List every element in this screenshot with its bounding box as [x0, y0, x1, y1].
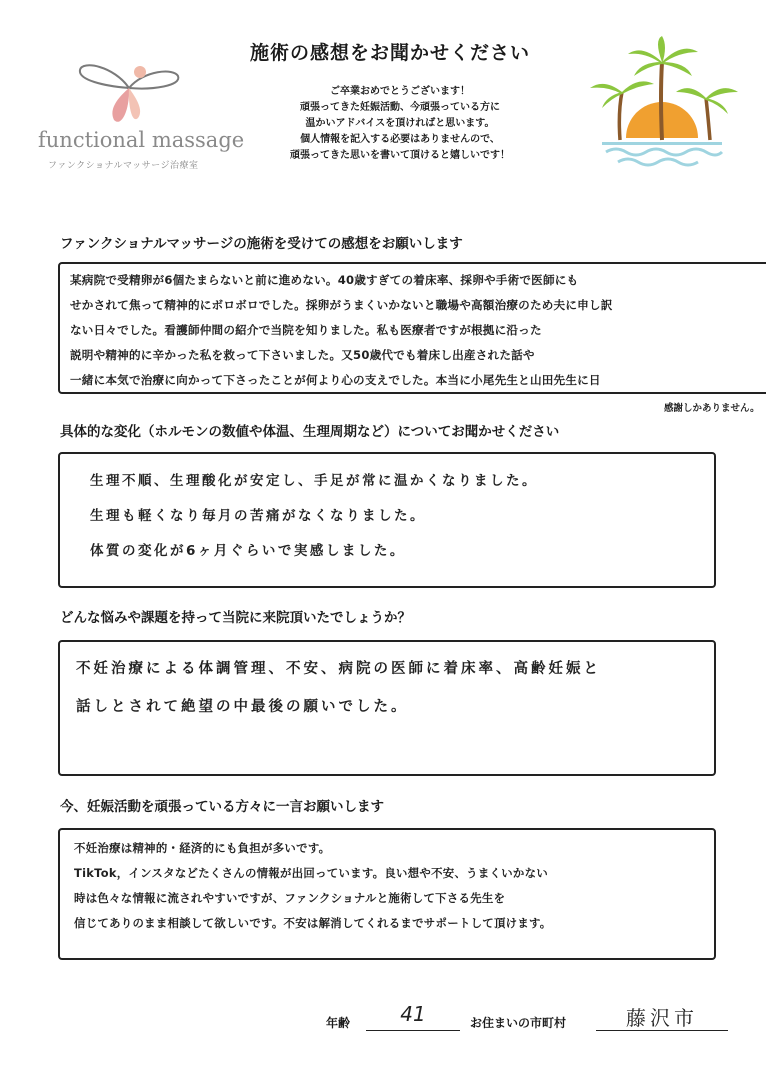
intro-line: 頑張ってきた妊娠活動、今頑張っている方に — [300, 102, 500, 113]
question-3-label: どんな悩みや課題を持って当院に来院頂いたでしょうか？ — [60, 610, 411, 626]
answer-3-line: 不妊治療による体調管理、不安、病院の医師に着床率、高齢妊娠と — [76, 661, 601, 677]
intro-line: 個人情報を記入する必要はありませんので、 — [300, 134, 500, 145]
age-field — [366, 1002, 460, 1031]
form-title: 施術の感想をお聞かせください — [249, 42, 530, 64]
answer-4-line: 時は色々な情報に流されやすいですが、ファンクショナルと施術して下さる先生を — [74, 891, 506, 905]
butterfly-logo-icon — [74, 56, 184, 130]
question-4-label: 今、妊娠活動を頑張っている方々に一言お願いします — [60, 799, 384, 815]
intro-line: ご卒業おめでとうございます！ — [330, 86, 470, 97]
city-label: お住まいの市町村 — [470, 1016, 567, 1030]
answer-1-line: ない日々でした。看護師仲間の紹介で当院を知りました。私も医療者ですが根拠に沿った — [70, 323, 542, 337]
answer-2-line: 生理不順、生理酸化が安定し、手足が常に温かくなりました。 — [90, 473, 538, 489]
age-label: 年齢 — [326, 1016, 351, 1030]
question-2-label: 具体的な変化（ホルモンの数値や体温、生理周期など）についてお聞かせください — [60, 424, 560, 440]
city-value: 藤沢市 — [626, 1006, 698, 1030]
answer-2-line: 体質の変化が6ヶ月ぐらいで実感しました。 — [90, 543, 406, 559]
age-value: 41 — [400, 1002, 426, 1026]
answer-3-line: 話しとされて絶望の中最後の願いでした。 — [76, 699, 409, 715]
question-1-label: ファンクショナルマッサージの施術を受けての感想をお願いします — [60, 236, 463, 252]
answer-box-3 — [58, 640, 716, 776]
answer-2-line: 生理も軽くなり毎月の苦痛がなくなりました。 — [90, 508, 426, 524]
answer-box-4 — [58, 828, 716, 960]
answer-box-2 — [58, 452, 716, 588]
answer-box-1 — [58, 262, 766, 394]
intro-text — [250, 84, 550, 164]
answer-1-line: 一緒に本気で治療に向かって下さったことが何より心の支えでした。本当に小尾先生と山田先生に日 — [70, 373, 601, 387]
logo-name: functional massage — [38, 128, 245, 152]
answer-1-line: 説明や精神的に辛かった私を救って下さいました。又50歳代でも着床し出産された話や — [70, 348, 535, 362]
city-field — [596, 1002, 728, 1031]
palm-tree-sunset-icon — [582, 36, 742, 176]
intro-line: 頑張ってきた思いを書いて頂けると嬉しいです！ — [290, 150, 510, 161]
answer-4-line: TikTok，インスタなどたくさんの情報が出回っています。良い想や不安、うまくいかない — [74, 866, 549, 880]
answer-1-overflow: 感謝しかありません。 — [664, 403, 760, 414]
answer-4-line: 不妊治療は精神的・経済的にも負担が多いです。 — [74, 841, 331, 855]
logo-subtitle: ファンクショナルマッサージ治療室 — [48, 161, 199, 171]
intro-line: 温かいアドバイスを頂ければと思います。 — [305, 118, 495, 129]
answer-4-line: 信じてありのまま相談して欲しいです。不安は解消してくれるまでサポートして頂けます。 — [74, 916, 552, 930]
answer-1-line: 某病院で受精卵が6個たまらないと前に進めない。40歳すぎての着床率、採卵や手術で医師にも — [70, 273, 579, 287]
answer-1-line: せかされて焦って精神的にボロボロでした。採卵がうまくいかないと職場や高額治療のため夫に申し訳 — [70, 298, 613, 312]
